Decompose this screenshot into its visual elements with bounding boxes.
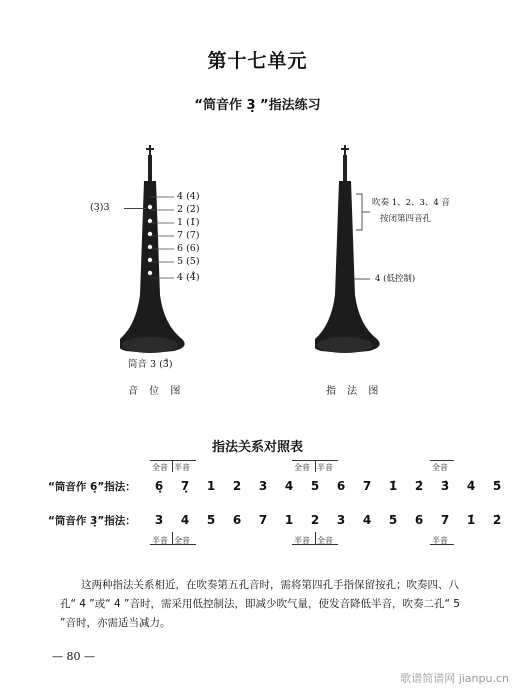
page-number: — 80 — — [52, 650, 95, 663]
note: 4 — [284, 479, 294, 493]
note: 5 — [310, 479, 320, 493]
bracket-label: 全音 — [317, 536, 333, 545]
right-bracket — [354, 190, 374, 290]
note: 2̇ — [414, 479, 424, 493]
note: 6 — [414, 513, 424, 527]
bracket-divider — [315, 460, 316, 472]
hole-note: 2 (2̇) — [177, 204, 200, 215]
hole-note: 4 (4̇) — [177, 191, 200, 202]
bracket-label: 半音 — [174, 463, 190, 472]
low-control-label: 4 (低控制) — [375, 274, 416, 284]
bracket-label: 半音 — [317, 463, 333, 472]
bracket-note-line2: 按闭第四音孔 — [380, 214, 432, 224]
hole-note: 4 (4̊) — [177, 272, 200, 283]
bore-note-label: 筒音 3 (3̊) — [128, 359, 173, 370]
bracket-label: 半音 — [294, 536, 310, 545]
note: 6 — [232, 513, 242, 527]
note: 4 — [362, 513, 372, 527]
note: 1 — [284, 513, 294, 527]
note: 3̇ — [440, 479, 450, 493]
row1-bracket — [430, 460, 454, 461]
note: 7 — [440, 513, 450, 527]
hole-note: 6 (6) — [177, 243, 200, 254]
explanation-paragraph: 这两种指法关系相近，在吹奏第五孔音时，需将第四孔手指保留按孔；吹奏四、八孔“ 4 ”或“ 4̇ ”音时，需采用低控制法，即减少吹气量，使发音降低半音，吹奏二孔“ 5 ”音时，亦需适当减力。 — [60, 579, 460, 629]
note: 5̇ — [492, 479, 502, 493]
page-title: 第十七单元 — [207, 50, 308, 72]
note: 5 — [206, 513, 216, 527]
left-back-hole-label: (3̣)3 — [90, 202, 110, 213]
leader-lines-left — [150, 190, 180, 290]
hole-note: 5 (5) — [177, 256, 200, 267]
row2-notes — [146, 513, 510, 527]
note: 4 — [180, 513, 190, 527]
hole-note: 7 (7) — [177, 230, 200, 241]
note: 1 — [206, 479, 216, 493]
note: 2 — [310, 513, 320, 527]
bracket-label: 全音 — [152, 463, 168, 472]
bracket-divider — [172, 532, 173, 544]
row2-label: “筒音作 3̣”指法： — [48, 515, 136, 527]
bracket-divider — [315, 532, 316, 544]
bracket-label: 全音 — [432, 463, 448, 472]
note: 2̇ — [492, 513, 502, 527]
row1-label: “筒音作 6̣”指法： — [48, 481, 136, 493]
note: 3 — [336, 513, 346, 527]
note: 7̣ — [180, 479, 190, 493]
bracket-label: 半音 — [432, 536, 448, 545]
note: 6̣ — [154, 479, 164, 493]
note: 5 — [388, 513, 398, 527]
note: 2 — [232, 479, 242, 493]
back-hole-leader — [124, 208, 146, 209]
bracket-divider — [172, 460, 173, 472]
page-subtitle: “筒音作 3̣ ”指法练习 — [194, 98, 321, 113]
hole-note: 1 (1̇) — [177, 217, 200, 228]
bracket-label: 全音 — [294, 463, 310, 472]
note: 3 — [154, 513, 164, 527]
note: 1̇ — [388, 479, 398, 493]
note: 7 — [362, 479, 372, 493]
hole-note-list — [177, 191, 200, 284]
row1-notes — [146, 479, 510, 493]
note: 3 — [258, 479, 268, 493]
note: 6 — [336, 479, 346, 493]
left-caption: 音 位 图 — [128, 386, 185, 397]
bracket-label: 全音 — [174, 536, 190, 545]
note: 7 — [258, 513, 268, 527]
right-caption: 指 法 图 — [326, 386, 383, 397]
note: 4̇ — [466, 479, 476, 493]
table-title: 指法关系对照表 — [211, 440, 303, 455]
site-watermark: 歌谱简谱网 jianpu.cn — [400, 672, 509, 685]
note: 1̇ — [466, 513, 476, 527]
bracket-note-line1: 吹奏 1、2、3、4 音 — [372, 198, 451, 208]
bracket-label: 半音 — [152, 536, 168, 545]
